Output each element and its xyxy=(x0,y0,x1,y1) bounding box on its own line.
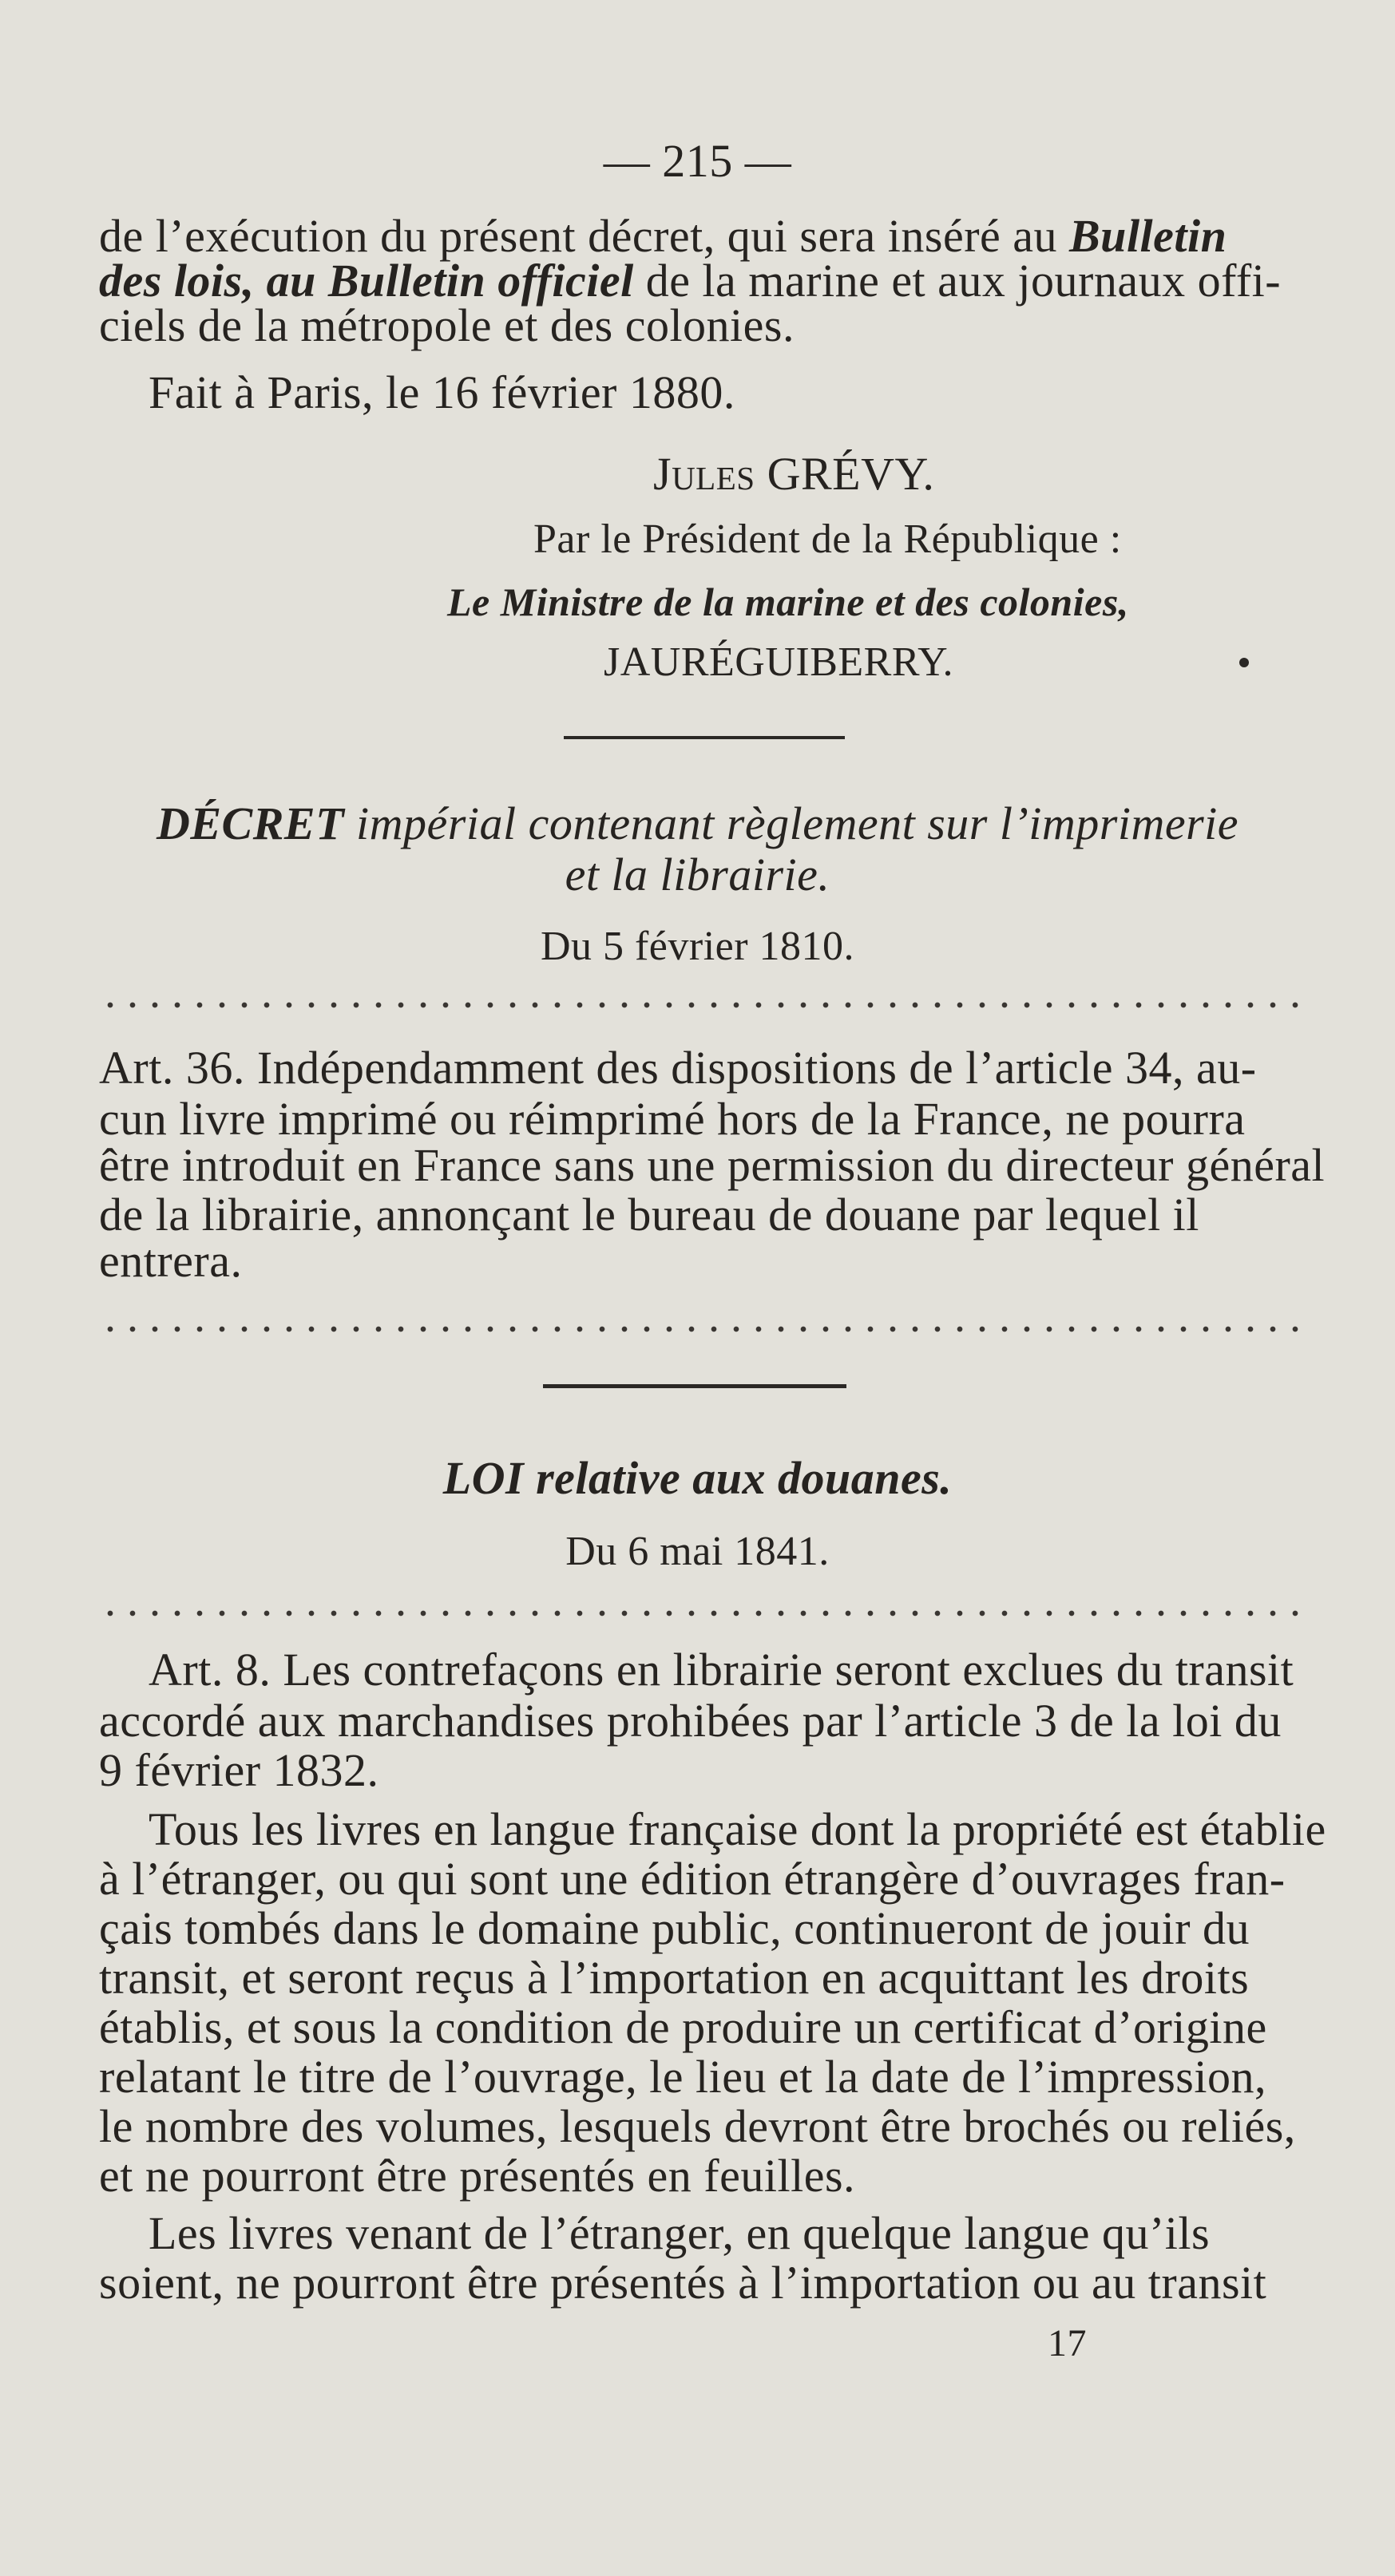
loi-line: soient, ne pourront être présentés à l’importation ou au transit xyxy=(99,2257,1267,2309)
loi-line: Les livres venant de l’étranger, en quelque langue qu’ils xyxy=(149,2207,1211,2259)
decree-date-line: Fait à Paris, le 16 février 1880. xyxy=(149,366,735,418)
decret-date: Du 5 février 1810. xyxy=(540,924,855,969)
section-rule xyxy=(564,736,845,739)
decret-title xyxy=(0,798,1395,849)
text-span: de la marine et aux journaux offi- xyxy=(645,255,1282,307)
loi-line: çais tombés dans le domaine public, continueront de jouir du xyxy=(99,1902,1250,1954)
italic-span: Bulletin officiel xyxy=(327,255,634,307)
ink-mark xyxy=(1239,658,1249,667)
loi-line: le nombre des volumes, lesquels devront être brochés ou reliés, xyxy=(99,2100,1296,2152)
decree-text-line: ciels de la métropole et des colonies. xyxy=(99,299,795,351)
italic-span: Bulletin xyxy=(1069,210,1227,262)
dotted-separator xyxy=(99,1325,1313,1333)
loi-line: établis, et sous la condition de produire un certificat d’origine xyxy=(99,2001,1267,2053)
decret-title-line2: et la librairie. xyxy=(565,849,830,900)
minister-line: Le Ministre de la marine et des colonies, xyxy=(447,580,1129,624)
loi-line: transit, et seront reçus à l’importation en acquittant les droits xyxy=(99,1952,1250,2004)
dotted-separator xyxy=(99,1609,1313,1617)
loi-line: Art. 8. Les contrefaçons en librairie seront exclues du transit xyxy=(149,1644,1294,1696)
by-president-line: Par le Président de la République : xyxy=(533,516,1122,562)
section-rule xyxy=(543,1384,846,1388)
article-line: être introduit en France sans une permission du directeur général xyxy=(99,1139,1326,1191)
loi-line: à l’étranger, ou qui sont une édition étrangère d’ouvrages fran- xyxy=(99,1853,1286,1905)
article-line: cun livre imprimé ou réimprimé hors de la France, ne pourra xyxy=(99,1093,1246,1145)
italic-span: des lois, au xyxy=(99,255,316,307)
loi-line: et ne pourront être présentés en feuilles. xyxy=(99,2150,856,2202)
italic-span: impérial contenant règlement sur l’imprimerie xyxy=(356,797,1239,849)
page-number: — 215 — xyxy=(603,135,792,187)
loi-title: LOI relative aux douanes. xyxy=(442,1452,953,1504)
loi-line: accordé aux marchandises prohibées par l’article 3 de la loi du xyxy=(99,1695,1282,1747)
text-span: de l’exécution du présent décret, qui sera inséré au xyxy=(99,210,1057,262)
minister-name: JAURÉGUIBERRY. xyxy=(604,639,954,685)
loi-date: Du 6 mai 1841. xyxy=(565,1529,830,1574)
article-line: entrera. xyxy=(99,1235,243,1287)
article-line: Art. 36. Indépendamment des dispositions de l’article 34, au- xyxy=(99,1042,1257,1094)
signature-mark: 17 xyxy=(1048,2322,1087,2364)
dotted-separator xyxy=(99,1001,1313,1009)
article-line: de la librairie, annonçant le bureau de douane par lequel il xyxy=(99,1189,1199,1241)
loi-line: relatant le titre de l’ouvrage, le lieu et la date de l’impression, xyxy=(99,2051,1266,2103)
president-signature: Jules GRÉVY. xyxy=(653,448,935,500)
loi-line: Tous les livres en langue française dont la propriété est établie xyxy=(149,1803,1326,1855)
italic-span: DÉCRET xyxy=(156,797,345,849)
loi-line: 9 février 1832. xyxy=(99,1744,379,1796)
